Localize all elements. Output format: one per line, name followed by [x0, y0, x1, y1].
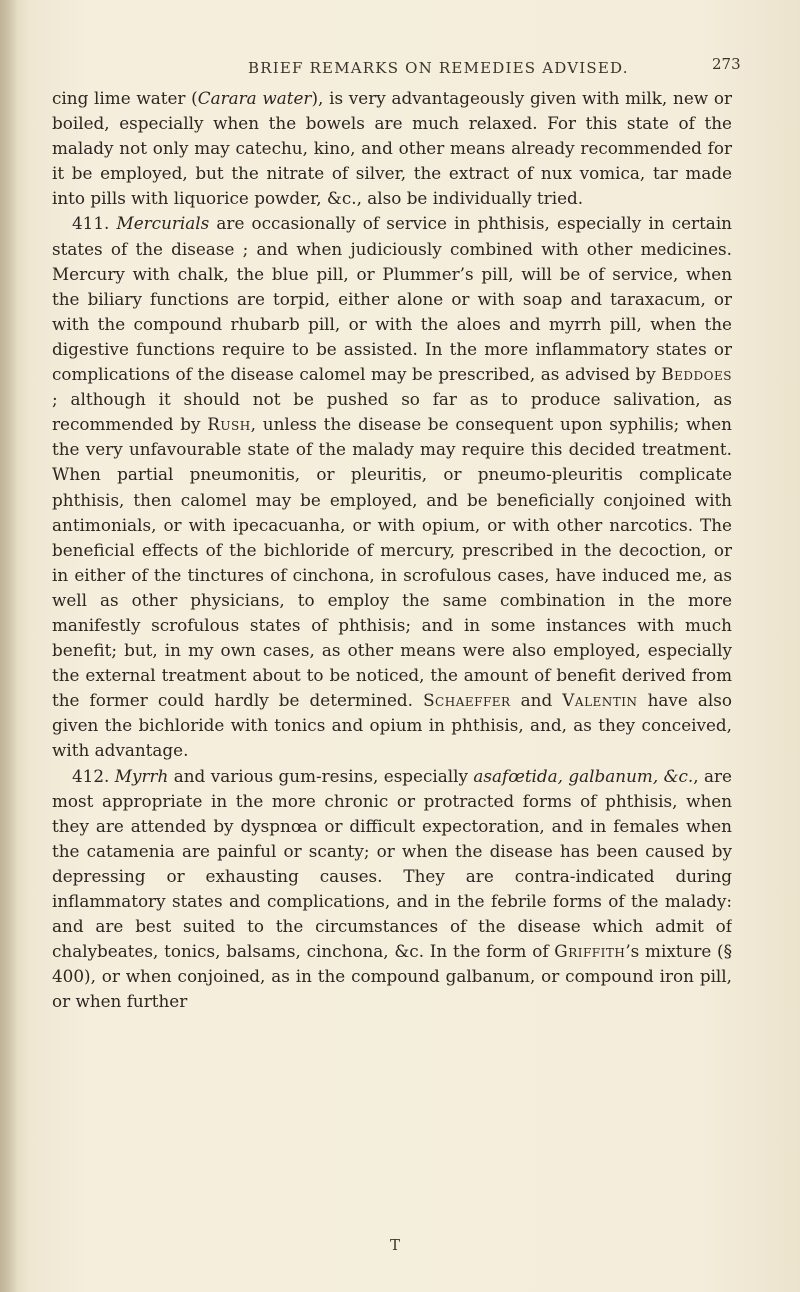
paragraph-412	[52, 764, 732, 1015]
italic-term: Carara water	[197, 88, 312, 108]
text-run: cing lime water (	[52, 88, 198, 108]
italic-term: Myrrh	[114, 765, 169, 786]
text-run: , are most appropriate in the more chronic or protracted forms of phthisis, when they are attended by dyspnœa or difficult expectoration, and in females when the catamenia are painful or scanty; or when the disease has been caused by depressing or exhausting causes. They are contra-indicated during inflammatory states and complications, and in the febrile forms of the malady: and are best suited to the circumstances of the disease which admit of chalybeates, tonics, balsams, cinchona, &c. In the form of	[52, 765, 732, 962]
author-name: Rush	[207, 414, 251, 435]
paragraph-number: 411.	[72, 213, 110, 234]
paragraph-continued	[52, 86, 732, 211]
text-run: have also given the bichloride with tonics and opium in phthisis, and, as they conceived, with advantage.	[52, 690, 732, 761]
text-run: ; although it should not be pushed so far as to produce salivation, as recommended by	[52, 389, 732, 435]
page-number: 273	[712, 55, 741, 73]
author-name: Griffith	[554, 941, 626, 962]
body-text	[52, 86, 732, 1261]
italic-term: Mercurials	[116, 213, 210, 234]
page-header	[0, 55, 800, 81]
text-run: ’s mixture (§ 400), or when conjoined, as in the compound galbanum, or compound iron pill, or when further	[52, 941, 732, 1012]
author-name: Valentin	[562, 690, 638, 711]
text-run: , unless the disease be consequent upon syphilis; when the very unfavourable state of the malady may require this decided treatment. When partial pneumonitis, or pleuritis, or pneumo-pleuritis complicate phthisis, then calomel may be employed, and be beneficially conjoined with antimonials, or with ipecacuanha, or with opium, or with other narcotics. The beneficial effects of the bichloride of mercury, prescribed in the decoction, or in either of the tinctures of cinchona, in scrofulous cases, have induced me, as well as other physicians, to employ the same combination in the more manifestly scrofulous states of phthisis; and in some instances with much benefit; but, in my own cases, as other means were also employed, especially the external treatment about to be noticed, the amount of benefit derived from the former could hardly be determined.	[52, 414, 732, 711]
author-name: Schaeffer	[423, 690, 511, 711]
running-head: BRIEF REMARKS ON REMEDIES ADVISED.	[248, 59, 629, 77]
gutter-shadow	[0, 0, 18, 1292]
text-run: and various gum-resins, especially	[168, 765, 474, 786]
text-run: ), is very advantageously given with milk, new or boiled, especially when the bowels are much relaxed. For this state of the malady not only may catechu, kino, and other means already recommended for it be employed, but the nitrate of silver, the extract of nux vomica, tar made into pills with liquorice powder, &c., also be individually tried.	[52, 88, 732, 209]
signature-mark: T	[390, 1236, 401, 1254]
text-run: are occasionally of service in phthisis, especially in certain states of the disease ; and when judiciously combined with other medicines. Mercury with chalk, the blue pill, or Plummer’s pill, will be of service, when the biliary functions are torpid, either alone or with soap and taraxacum, or with the compound rhubarb pill, or with the aloes and myrrh pill, when the digestive functions require to be assisted. In the more inflammatory states or complications of the disease calomel may be prescribed, as advised by	[52, 213, 732, 385]
author-name: Beddoes	[661, 364, 732, 385]
paragraph-number: 412.	[72, 765, 110, 786]
paragraph-411	[52, 211, 732, 763]
italic-term: asafœtida, galbanum, &c.	[473, 765, 694, 786]
text-run: and	[510, 690, 563, 711]
